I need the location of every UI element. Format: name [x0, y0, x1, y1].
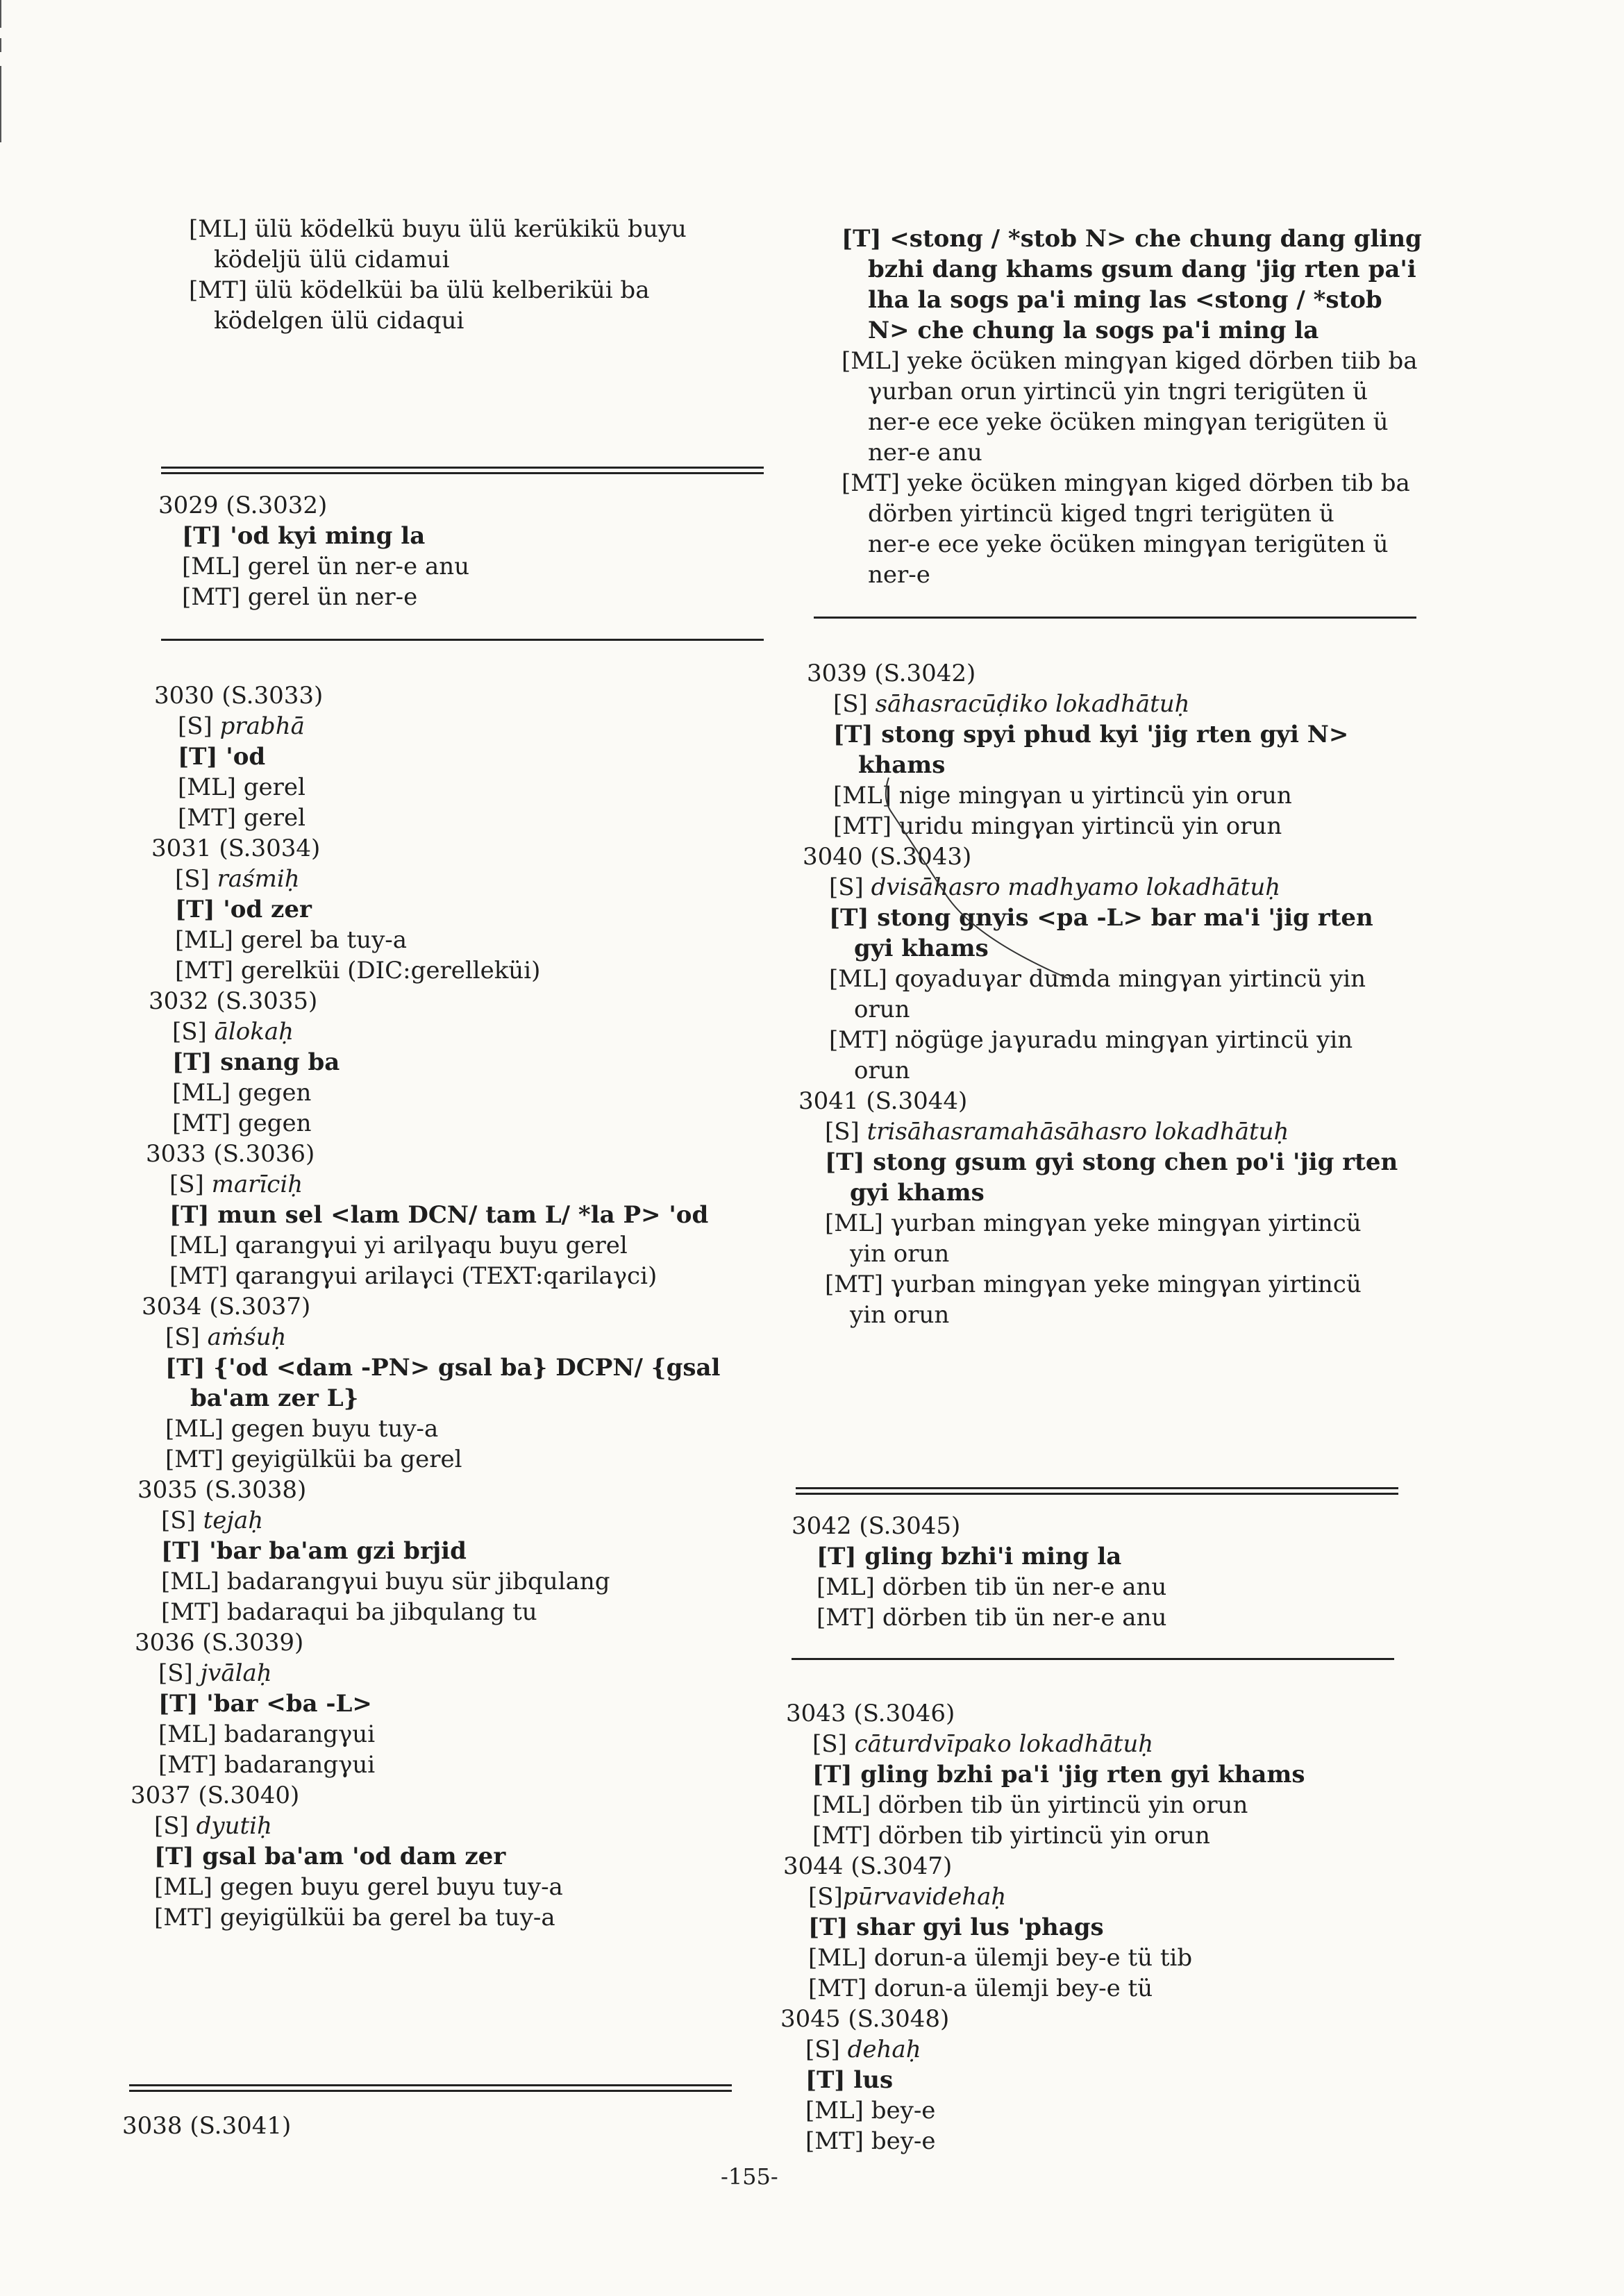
section-divider: [161, 467, 764, 474]
page-number: -155-: [721, 2163, 778, 2190]
mt-line: [MT] badarangγui: [158, 1751, 376, 1779]
entry-divider: [792, 1658, 1394, 1660]
ml-line: ner-e anu: [868, 439, 982, 467]
ml-line: γurban orun yirtincü yin tngri terigüten ü: [868, 378, 1368, 405]
mt-line: [MT] geyigülküi ba gerel: [165, 1446, 462, 1473]
tibetan-line: [T] 'bar ba'am gzi brjid: [161, 1537, 467, 1565]
ml-line: [ML] dörben tib ün yirtincü yin orun: [812, 1791, 1248, 1819]
ml-line: yin orun: [850, 1240, 950, 1268]
ml-line: [ML] qarangγui yi arilγaqu buyu gerel: [169, 1232, 628, 1259]
scan-edge-mark: [0, 0, 1, 28]
entry-heading: 3037 (S.3040): [131, 1782, 300, 1809]
tibetan-line: [T] {'od <dam -PN> gsal ba} DCPN/ {gsal: [165, 1354, 721, 1382]
ml-line: [ML] ülü ködelkü buyu ülü kerükikü buyu: [189, 215, 687, 243]
tibetan-line: [T] stong gsum gyi stong chen po'i 'jig rten: [825, 1148, 1398, 1176]
mt-line: [MT] yeke öcüken mingγan kiged dörben tib ba: [842, 469, 1410, 497]
tibetan-line: N> che chung la sogs pa'i ming la: [868, 317, 1319, 344]
mt-line: [MT] bey-e: [805, 2127, 936, 2155]
sanskrit-line: [S] dyutiḥ: [154, 1812, 272, 1840]
mt-line: [MT] geyigülküi ba gerel ba tuy-a: [154, 1904, 555, 1932]
entry-heading: 3035 (S.3038): [137, 1476, 307, 1504]
tibetan-line: [T] 'bar <ba -L>: [158, 1690, 372, 1718]
sanskrit-line: [S] dvisāhasro madhyamo lokadhātuḥ: [829, 873, 1281, 901]
mt-line: [MT] uridu mingγan yirtincü yin orun: [833, 812, 1282, 840]
tibetan-line: lha la sogs pa'i ming las <stong / *stob: [868, 286, 1382, 314]
entry-heading: 3042 (S.3045): [792, 1512, 961, 1540]
mt-line: [MT] nögüge jaγuradu mingγan yirtincü yin: [829, 1026, 1353, 1054]
ml-line: [ML] nige mingγan u yirtincü yin orun: [833, 782, 1292, 810]
mt-line: [MT] gerelküi (DIC:gerelleküi): [175, 957, 541, 984]
scan-edge-mark: [0, 38, 1, 52]
sanskrit-line: [S] trisāhasramahāsāhasro lokadhātuḥ: [825, 1118, 1289, 1146]
ml-line: [ML] gegen buyu gerel buyu tuy-a: [154, 1873, 563, 1901]
sanskrit-line: [S] dehaḥ: [805, 2036, 921, 2063]
ml-line: [ML] bey-e: [805, 2097, 936, 2125]
tibetan-line: bzhi dang khams gsum dang 'jig rten pa'i: [868, 255, 1416, 283]
sanskrit-line: [S] prabhā: [178, 712, 305, 740]
mt-line: [MT] gerel: [178, 804, 305, 832]
tibetan-line: [T] mun sel <lam DCN/ tam L/ *la P> 'od: [169, 1201, 709, 1229]
tibetan-line: [T] gling bzhi'i ming la: [817, 1543, 1122, 1570]
section-divider: [796, 1487, 1398, 1495]
tibetan-line: [T] gling bzhi pa'i 'jig rten gyi khams: [812, 1761, 1305, 1788]
tibetan-line: [T] stong gnyis <pa -L> bar ma'i 'jig rten: [829, 904, 1373, 932]
ml-line: [ML] gerel: [178, 773, 305, 801]
mt-line: ner-e ece yeke öcüken mingγan terigüten ü: [868, 530, 1389, 558]
entry-heading: 3032 (S.3035): [149, 987, 318, 1015]
mt-line: ködelgen ülü cidaqui: [214, 307, 464, 335]
mt-line: [MT] dörben tib yirtincü yin orun: [812, 1822, 1210, 1850]
tibetan-line: [T] 'od kyi ming la: [182, 522, 426, 550]
ml-line: orun: [854, 996, 910, 1023]
sanskrit-line: [S] tejaḥ: [161, 1507, 264, 1534]
section-divider: [129, 2084, 732, 2092]
entry-heading: 3031 (S.3034): [151, 835, 321, 862]
sanskrit-line: [S] aṁśuḥ: [165, 1323, 287, 1351]
sanskrit-line: [S] jvālaḥ: [158, 1659, 272, 1687]
ml-line: [ML] gegen buyu tuy-a: [165, 1415, 439, 1443]
mt-line: ner-e: [868, 561, 930, 589]
entry-heading: 3038 (S.3041): [122, 2112, 292, 2140]
sanskrit-line: [S]pūrvavidehaḥ: [808, 1883, 1007, 1911]
mt-line: [MT] ülü ködelküi ba ülü kelberiküi ba: [189, 276, 650, 304]
tibetan-line: khams: [858, 751, 946, 779]
tibetan-line: gyi khams: [850, 1179, 985, 1207]
tibetan-line: [T] stong spyi phud kyi 'jig rten gyi N>: [833, 721, 1349, 748]
tibetan-line: [T] 'od zer: [175, 896, 312, 923]
tibetan-line: [T] <stong / *stob N> che chung dang gling: [842, 225, 1422, 253]
entry-heading: 3034 (S.3037): [142, 1293, 311, 1321]
ml-line: [ML] gegen: [172, 1079, 312, 1107]
ml-line: ködeljü ülü cidamui: [214, 246, 450, 274]
sanskrit-line: [S] ālokaḥ: [172, 1018, 294, 1046]
mt-line: yin orun: [850, 1301, 950, 1329]
ml-line: [ML] yeke öcüken mingγan kiged dörben tiib ba: [842, 347, 1418, 375]
ml-line: [ML] γurban mingγan yeke mingγan yirtincü: [825, 1209, 1362, 1237]
ml-line: [ML] dorun-a ülemji bey-e tü tib: [808, 1944, 1193, 1972]
mt-line: dörben yirtincü kiged tngri terigüten ü: [868, 500, 1334, 528]
tibetan-line: [T] 'od: [178, 743, 266, 771]
scan-edge-mark: [0, 66, 1, 142]
tibetan-line: gyi khams: [854, 935, 989, 962]
entry-heading: 3033 (S.3036): [146, 1140, 315, 1168]
sanskrit-line: [S] sāhasracūḍiko lokadhātuḥ: [833, 690, 1190, 718]
handwritten-pen-mark: [861, 771, 1111, 1007]
ml-line: [ML] qoyaduγar dumda mingγan yirtincü yin: [829, 965, 1366, 993]
sanskrit-line: [S] raśmiḥ: [175, 865, 300, 893]
ml-line: [ML] gerel ba tuy-a: [175, 926, 408, 954]
entry-divider: [161, 639, 764, 641]
tibetan-line: [T] lus: [805, 2066, 894, 2094]
ml-line: [ML] dörben tib ün ner-e anu: [817, 1573, 1167, 1601]
tibetan-line: ba'am zer L}: [190, 1384, 359, 1412]
mt-line: orun: [854, 1057, 910, 1084]
ml-line: [ML] badarangγui: [158, 1720, 376, 1748]
ml-line: [ML] badarangγui buyu sür jibqulang: [161, 1568, 610, 1595]
entry-heading: 3044 (S.3047): [783, 1852, 953, 1880]
ml-line: [ML] gerel ün ner-e anu: [182, 553, 470, 580]
mt-line: [MT] badaraqui ba jibqulang tu: [161, 1598, 537, 1626]
entry-heading: 3041 (S.3044): [798, 1087, 968, 1115]
ml-line: ner-e ece yeke öcüken mingγan terigüten ü: [868, 408, 1389, 436]
sanskrit-line: [S] marīciḥ: [169, 1171, 303, 1198]
entry-heading: 3036 (S.3039): [135, 1629, 304, 1657]
entry-heading: 3039 (S.3042): [807, 660, 976, 687]
mt-line: [MT] qarangγui arilaγci (TEXT:qarilaγci): [169, 1262, 658, 1290]
entry-divider: [814, 617, 1416, 619]
entry-heading: 3045 (S.3048): [780, 2005, 950, 2033]
mt-line: [MT] dörben tib ün ner-e anu: [817, 1604, 1167, 1632]
entry-heading: 3043 (S.3046): [786, 1700, 955, 1727]
entry-heading: 3030 (S.3033): [154, 682, 324, 710]
entry-heading: 3029 (S.3032): [158, 492, 328, 519]
entry-heading: 3040 (S.3043): [803, 843, 972, 871]
tibetan-line: [T] gsal ba'am 'od dam zer: [154, 1843, 506, 1870]
mt-line: [MT] gerel ün ner-e: [182, 583, 418, 611]
mt-line: [MT] γurban mingγan yeke mingγan yirtincü: [825, 1271, 1362, 1298]
mt-line: [MT] dorun-a ülemji bey-e tü: [808, 1975, 1153, 2002]
mt-line: [MT] gegen: [172, 1109, 312, 1137]
sanskrit-line: [S] cāturdvīpako lokadhātuḥ: [812, 1730, 1154, 1758]
tibetan-line: [T] shar gyi lus 'phags: [808, 1913, 1104, 1941]
tibetan-line: [T] snang ba: [172, 1048, 340, 1076]
